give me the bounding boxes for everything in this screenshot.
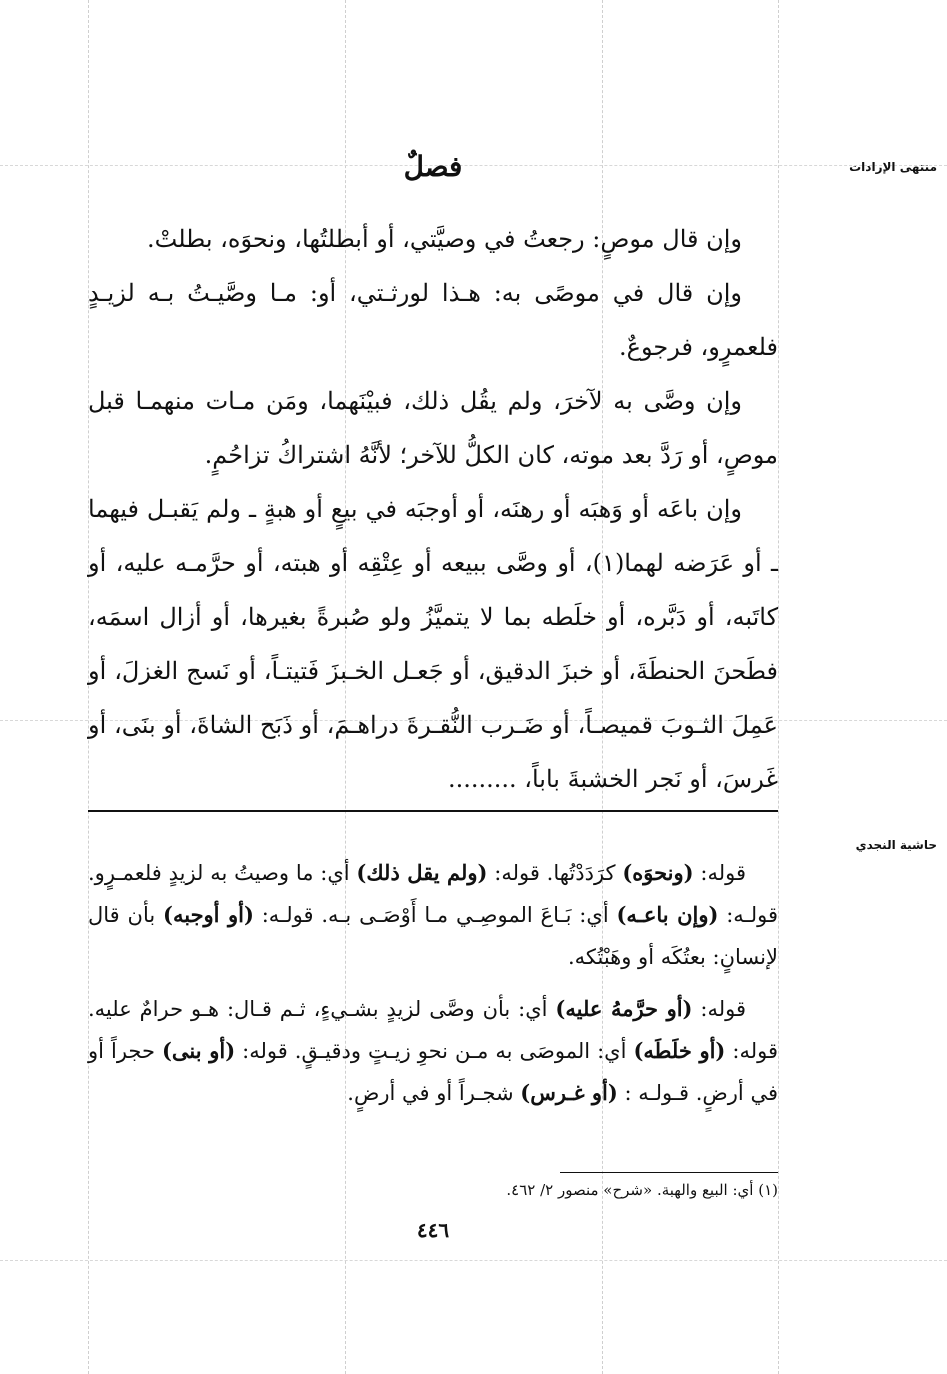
commentary-lemma: (ولم يقل ذلك) bbox=[356, 860, 488, 885]
page-number: ٤٤٦ bbox=[416, 1218, 450, 1242]
commentary-paragraph bbox=[88, 988, 778, 1114]
main-paragraph: وإن وصَّى به لآخرَ، ولم يقُل ذلك، فبيْنَهما، ومَن مـات منهمـا قبل موصٍ، أو رَدَّ بعد موته، كان الكلُّ للآخر؛ لأنَّهُ اشتراكُ تزاحُمٍ. bbox=[88, 387, 778, 469]
commentary-lemma: (أو أوجبه) bbox=[163, 902, 254, 927]
commentary-lemma: (ونحوَه) bbox=[622, 860, 694, 885]
commentary-lemma: (أو غـرس) bbox=[520, 1080, 618, 1105]
commentary-text bbox=[88, 852, 778, 1124]
commentary-span: أي: بأن وصَّى لزيدٍ بشـيءٍ، ثـم قـال: هـو حرامٌ عليه. قوله: bbox=[88, 997, 779, 1063]
grid-line bbox=[778, 0, 779, 1374]
commentary-span: قوله: bbox=[693, 861, 746, 885]
commentary-lemma: (أو بنى) bbox=[161, 1038, 236, 1063]
section-divider bbox=[88, 810, 778, 812]
commentary-span: شجـراً أو في أرضٍ. bbox=[347, 1081, 521, 1105]
main-paragraph: وإن قال موصٍ: رجعتُ في وصيَّتي، أو أبطلتُها، ونحوَه، بطلتْ. bbox=[147, 225, 742, 253]
commentary-lemma: (أو خلَطَه) bbox=[633, 1038, 726, 1063]
commentary-span: أي: ما وصيتُ به لزيدٍ فلعمـرٍو. قولـه: bbox=[88, 861, 779, 927]
commentary-lemma: (وإن باعـه) bbox=[616, 902, 719, 927]
main-paragraph: وإن باعَه أو وَهبَه أو رهنَه، أو أوجبَه في بيعٍ أو هبةٍ ـ ولم يَقبـل فيهما ـ أو عَرَضه لهما(١)، أو وصَّى ببيعه أو عِتْقِه أو هبته، أو حرَّمـه عليه، أو كاتَبه، أو دَبَّره، أو خلَطه بما لا يتميَّزُ ولو صُبرةً بغيرها، أو أزال اسمَه، فطَحنَ الحنطَةَ، أو خبزَ الدقيق، أو جَعـل الخـبزَ فَتيتـاً، أو نَسج الغزلَ، أو عَمِلَ الثـوبَ قميصـاً، أو ضَـرب النُّقـرةَ دراهـمَ، أو ذَبَح الشاةَ، أو بنَى، أو غَرسَ، أو نَجر الخشبةَ باباً، ......... bbox=[88, 495, 778, 793]
margin-commentary-title: حاشية النجدي bbox=[855, 838, 937, 852]
footnote-divider bbox=[560, 1172, 778, 1173]
main-paragraph: وإن قال في موصًى به: هـذا لورثـتي، أو: مـا وصَّيـتُ بـه لزيـدٍ فلعمرٍو، فرجوعٌ. bbox=[88, 279, 778, 361]
commentary-lemma: (أو حرَّمهُ عليه) bbox=[555, 996, 693, 1021]
section-heading: فصلٌ bbox=[403, 150, 463, 183]
grid-line bbox=[0, 1260, 947, 1261]
commentary-span: بأن قال لإنسانٍ: بعتُكَه أو وهَبْتُكه. bbox=[88, 903, 778, 969]
commentary-span: حجراً أو في أرضٍ. قـولـه : bbox=[88, 1039, 778, 1105]
footnote: (١) أي: البيع والهبة. «شرح» منصور ٢/ ٤٦٢. bbox=[506, 1181, 778, 1199]
commentary-span: قوله: bbox=[692, 997, 747, 1021]
commentary-span: كرَدَدْتُها. قوله: bbox=[487, 861, 623, 885]
commentary-span: أي: بَـاعَ الموصِـي مـا أَوْصَـى بـه. قولـه: bbox=[253, 903, 617, 927]
commentary-span: أي: الموصَى به مـن نحوِ زيـتٍ ودقيـقٍ. قوله: bbox=[235, 1039, 634, 1063]
commentary-paragraph bbox=[88, 852, 778, 978]
main-text bbox=[88, 212, 778, 806]
margin-book-title: منتهى الإرادات bbox=[849, 160, 937, 174]
